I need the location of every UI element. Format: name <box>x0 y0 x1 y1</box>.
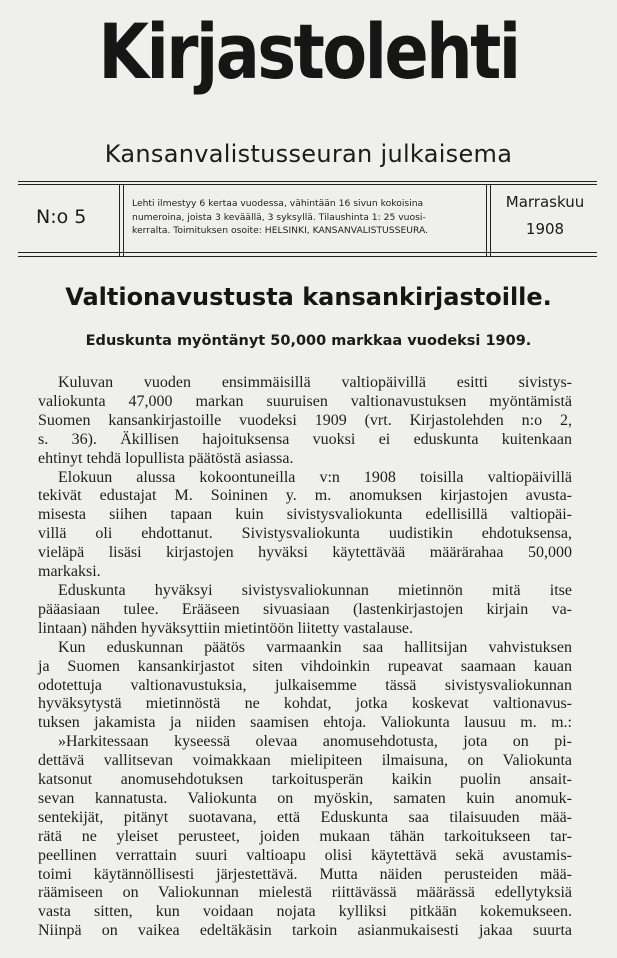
body-line: Eduskunta hyväksyi sivistysvaliokunnan mietinnön mitä itse <box>58 581 572 599</box>
header-divider-right <box>486 184 487 256</box>
body-line: lintaan) nähden hyväksyttiin mietintöön liitetty vastalause. <box>38 619 414 637</box>
issue-year: 1908 <box>525 220 565 238</box>
article-headline: Valtionavustusta kansankirjastoille. <box>65 283 552 311</box>
body-line: räämiseen on Valiokunnan mielestä riittävässä määrässä edellytyksiä <box>38 884 572 902</box>
body-line: tekivät edustajat M. Soininen y. m. anomuksen kirjastojen avusta- <box>38 487 572 505</box>
header-bottom-rule <box>18 252 597 253</box>
article-subheadline: Eduskunta myöntänyt 50,000 markkaa vuodeksi 1909. <box>85 333 532 349</box>
body-line: rätä ne yleiset perusteet, joiden mukaan tähän tarkoitukseen tar- <box>38 827 572 845</box>
body-line: villä oli ehdottanut. Sivistysvaliokunta uudistikin ehdotuksensa, <box>38 525 572 543</box>
body-line: Kuluvan vuoden ensimmäisillä valtiopäivillä esitti sivistys- <box>58 374 572 391</box>
header-divider-left-inner <box>123 184 124 256</box>
body-line: peellinen verrattain suuri valtioapu olisi käytettävä sekä avustamis- <box>38 846 572 864</box>
issue-month: Marraskuu <box>505 193 585 211</box>
masthead-subtitle: Kansanvalistusseuran julkaisema <box>104 140 513 168</box>
info-line: Lehti ilmestyy 6 kertaa vuodessa, vähintään 16 sivun kokoisina <box>132 198 424 209</box>
info-line: numeroina, joista 3 keväällä, 3 syksyllä. Tilaushinta 1: 25 vuosi- <box>132 211 426 223</box>
issue-number: N:o 5 <box>36 206 87 228</box>
header-top-rule <box>18 181 597 182</box>
info-line: kerralta. Toimituksen osoite: HELSINKI, KANSANVALISTUSSEURA. <box>132 225 429 237</box>
article-body <box>38 374 572 941</box>
body-line: sevan kannatusta. Valiokunta on myöskin, samaten kuin anomuk- <box>38 789 572 807</box>
body-line: sentekijät, pitänyt suotavana, että Eduskunta saa tilaisuuden mää- <box>38 808 572 826</box>
body-line: hyväksytystä mietinnöstä ne kohdat, jotka koskevat valtionavus- <box>38 695 572 713</box>
body-line: s. 36). Äkillisen hajoituksensa vuoksi ei eduskunta kuitenkaan <box>38 430 572 448</box>
body-line: toimi käytännöllisesti järjestettävä. Mutta näiden perusteiden mää- <box>38 865 572 883</box>
body-line: ja Suomen kansankirjastot siten vihdoinkin rupeavat saamaan kauan <box>38 657 572 675</box>
body-line: ehtinyt tehdä lopullista päätöstä asiassa. <box>38 449 294 467</box>
body-line: dettävä vallitsevan voimakkaan mielipiteen ilmaisuna, on Valiokunta <box>38 752 572 770</box>
publication-info <box>132 197 482 238</box>
body-line: »Harkitessaan kyseessä olevaa anomusehdotusta, jota on pi- <box>58 733 572 751</box>
body-line: katsonut anomusehdotuksen tarkoitusperän kaikin puolin ansait- <box>38 771 572 789</box>
body-line: Kun eduskunnan päätös varmaankin saa hallitsijan vahvistuksen <box>58 638 572 656</box>
body-line: Suomen kansankirjastoille vuodeksi 1909 (vrt. Kirjastolehden n:o 2, <box>38 411 572 429</box>
body-line: Elokuun alussa kokoontuneilla v:n 1908 toisilla valtiopäivillä <box>58 468 572 486</box>
body-line: Niinpä on vaikea edeltäkäsin tarkoin asianmukaisesti jakaa suurta <box>38 922 572 940</box>
header-top-rule-inner <box>18 184 597 185</box>
body-line: misesta siihen tapaan kuin sivistysvaliokunta edellisillä valtiopäi- <box>38 506 572 524</box>
header-divider-left <box>119 184 120 256</box>
header-divider-right-inner <box>490 184 491 256</box>
body-line: vieläpä lisäsi kirjastojen hyväksi käytettävää määrärahaa 50,000 <box>38 544 572 562</box>
body-line: vasta sitten, kun voidaan nojata kylliksi pitkään kokemukseen. <box>38 903 572 921</box>
body-line: valiokunta 47,000 markan suuruisen valtionavustuksen myöntämistä <box>38 392 572 410</box>
body-line: tuksen jakamista ja niiden saamisen ehtoja. Valiokunta lausuu m. m.: <box>38 714 572 732</box>
masthead-title: Kirjastolehti <box>98 7 519 96</box>
body-line: markaksi. <box>38 563 101 581</box>
body-line: odotettuja valtionavustuksia, julkaisemme tässä sivistysvaliokunnan <box>38 676 572 694</box>
header-bottom-rule-inner <box>18 256 597 257</box>
body-line: pääasiaan tulee. Erääseen sivuasiaan (lastenkirjastojen kirjain va- <box>38 600 572 618</box>
